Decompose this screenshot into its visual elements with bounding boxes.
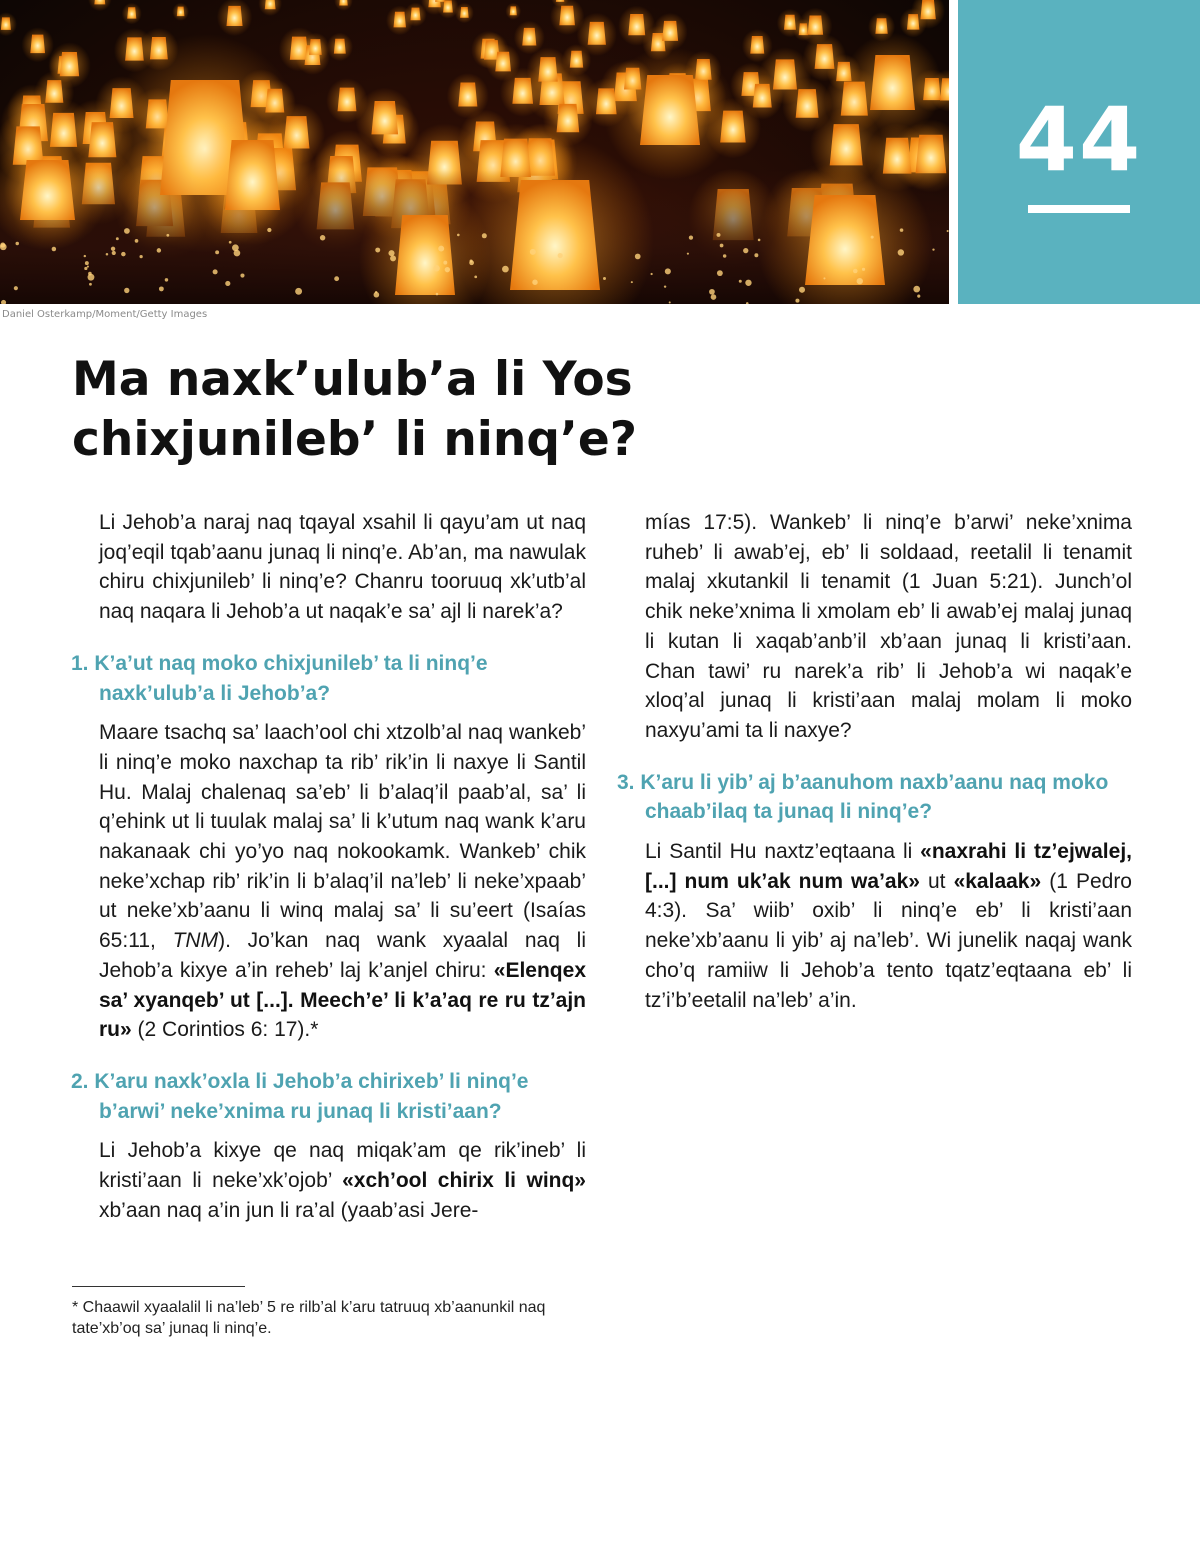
- candle-light: [225, 281, 230, 286]
- candle-light: [443, 261, 447, 265]
- candle-light: [469, 260, 474, 265]
- lantern-shape: [799, 23, 808, 35]
- candle-light: [139, 255, 142, 258]
- candle-light: [651, 273, 653, 275]
- lesson-number-box: [958, 0, 1200, 304]
- q1-text-b: ). Jo’kan naq wank xyaalal naq li Jehob’a kixye a’in reheb’ laj k’anjel chiru:: [99, 929, 586, 982]
- candle-light: [709, 289, 715, 295]
- lantern-shape: [588, 22, 606, 45]
- candle-light: [871, 236, 874, 239]
- candle-light: [720, 244, 724, 248]
- lantern-shape: [556, 0, 564, 2]
- lantern-shape: [226, 6, 242, 26]
- lantern-shape: [522, 28, 536, 46]
- candle-light: [474, 275, 477, 278]
- candle-light: [388, 250, 394, 256]
- candle-light: [689, 236, 693, 240]
- candle-light: [157, 248, 161, 252]
- candle-light: [898, 249, 904, 255]
- candle-light: [135, 239, 139, 243]
- q3-text-mid: ut: [919, 869, 954, 893]
- candle-light: [631, 281, 633, 283]
- candle-light: [240, 273, 244, 277]
- candle-light: [390, 255, 396, 261]
- candle-light: [89, 283, 92, 286]
- lantern-shape: [339, 0, 348, 5]
- lantern-shape: [460, 7, 469, 18]
- q3-text-a: Li Santil Hu naxtz’eqtaana li: [645, 840, 921, 864]
- candle-light: [635, 254, 641, 260]
- q1-text-a: Maare tsachq sa’ laach’ool chi xtzolb’al naq wankeb’ li ninq’e moko naxchap ta rib’ rik’in li naxye li Santil Hu. Malaj chalenaq sa’eb’ li b’alaq’il paab’al, sa’ li q’ehink ut li tuulak malaj sa’ li k’utum naq wank k’aru nakanaak chi yo’yo naq nokookamk. Wankeb’ chik neke’xchap rib’ rik’in li b’alaq’il na’leb’ li neke’xpaab’ ut neke’xb’aanu li winq malaj sa’ li su’eert (Isaías 65:11,: [99, 721, 586, 953]
- lantern-shape: [875, 18, 887, 33]
- lantern-shape: [458, 83, 477, 107]
- right-column: [617, 508, 1132, 1037]
- lantern-shape: [177, 7, 185, 17]
- footnote: * Chaawil xyaalalil li na’leb’ 5 re rilb’al k’aru tatruuq xb’aanunkil naq tate’xb’oq sa’ junaq li ninq’e.: [72, 1299, 546, 1337]
- candle-light: [799, 287, 805, 293]
- candle-light: [711, 294, 717, 300]
- candle-light: [334, 276, 339, 281]
- lesson-number-underline: [1028, 205, 1130, 213]
- lantern-shape: [510, 180, 600, 290]
- candle-light: [374, 292, 380, 298]
- candle-light: [84, 267, 87, 270]
- lantern-shape: [628, 14, 645, 35]
- candle-light: [159, 286, 164, 291]
- lantern-shape: [750, 36, 764, 54]
- lantern-shape: [510, 6, 517, 15]
- lantern-shape: [1, 17, 11, 30]
- lantern-shape: [334, 39, 346, 54]
- candle-light: [754, 253, 758, 257]
- question-1-heading: 1. K’a’ut naq moko chixjunileb’ ta li ninq’e naxk’ulub’a li Jehob’a?: [71, 651, 488, 705]
- lantern-shape: [125, 37, 144, 60]
- candle-light: [215, 250, 219, 254]
- q1-text-c: (2 Corintios 6: 17).*: [131, 1018, 319, 1042]
- candle-light: [603, 277, 606, 280]
- lantern-shape: [916, 135, 947, 173]
- candle-light: [743, 248, 748, 253]
- candle-light: [111, 247, 115, 251]
- candle-light: [124, 228, 130, 234]
- candle-light: [88, 274, 95, 281]
- lantern-shape: [94, 0, 105, 4]
- question-3-answer: [645, 837, 1132, 1015]
- lantern-shape: [60, 52, 79, 76]
- candle-light: [482, 233, 487, 238]
- candle-light: [438, 246, 444, 252]
- candle-light: [664, 285, 666, 287]
- candle-light: [558, 253, 563, 258]
- candle-light: [917, 295, 920, 298]
- q2-text-b-left: xb’aan naq a’in jun li ra’al (yaab’asi Jere-: [99, 1198, 479, 1222]
- candle-light: [320, 235, 325, 240]
- title-line-1: Ma naxk’ulub’a li Yos: [72, 352, 633, 407]
- lantern-shape: [538, 57, 558, 81]
- q2-quote: «xch’ool chirix li winq»: [342, 1169, 586, 1193]
- lantern-shape: [395, 215, 455, 295]
- lantern-shape: [662, 21, 678, 41]
- candle-light: [862, 268, 865, 271]
- candle-light: [758, 239, 761, 242]
- lantern-shape: [394, 12, 406, 28]
- candle-light: [112, 251, 116, 255]
- candle-light: [532, 280, 537, 285]
- lantern-shape: [495, 52, 511, 72]
- candle-light: [229, 241, 232, 244]
- candle-light: [502, 266, 509, 273]
- lantern-shape: [805, 195, 885, 285]
- lantern-shape: [640, 75, 700, 145]
- lantern-shape: [309, 39, 322, 55]
- lantern-shape: [410, 8, 420, 21]
- lantern-shape: [870, 55, 915, 110]
- lantern-shape: [225, 140, 280, 210]
- candle-light: [116, 237, 119, 240]
- page-title: [72, 350, 832, 470]
- candle-light: [669, 301, 671, 303]
- candle-light: [665, 268, 671, 274]
- candle-light: [433, 265, 439, 271]
- lantern-shape: [570, 51, 583, 68]
- candle-light: [124, 288, 129, 293]
- candle-light: [121, 252, 126, 257]
- candle-light: [900, 228, 904, 232]
- candle-light: [717, 270, 723, 276]
- candle-light: [295, 288, 302, 295]
- lantern-shape: [907, 14, 919, 30]
- intro-paragraph: Li Jehob’a naraj naq tqayal xsahil li qayu’am ut naq joq’eqil tqab’aanu junaq li ninq’e. Ab’an, ma nawulak chiru chixjunileb’ li ninq’e? Chanru tooruuq xk’utb’al naq naqara li Jehob’a ut naqak’e sa’ ajl li narek’a?: [99, 511, 586, 624]
- title-line-2: chixjunileb’ li ninq’e?: [72, 412, 637, 467]
- lantern-shape: [371, 101, 398, 134]
- q1-translation-abbrev: TNM: [172, 929, 219, 953]
- q3-text-b: (1 Pedro 4:3). Sa’ wiib’ oxib’ li ninq’e eb’ li kristi’aan neke’xb’aanu li yib’ aj na’leb’. Wi junelik naqaj wank cho’q ramiiw li Jehob’a tento tqatz’eqtaana eb’ li tz’i’b’eetalil na’leb’ a’in.: [645, 869, 1132, 1012]
- candle-light: [87, 266, 89, 268]
- candle-light: [530, 249, 536, 255]
- candle-light: [166, 234, 169, 237]
- lesson-number: 44: [1015, 88, 1143, 191]
- candle-light: [213, 269, 218, 274]
- candle-light: [85, 261, 89, 265]
- question-2-answer: [99, 1136, 586, 1225]
- candle-light: [457, 234, 460, 237]
- candle-light: [947, 230, 949, 232]
- question-3-heading: 3. K’aru li yib’ aj b’aanuhom naxb’aanu naq moko chaab’ilaq ta junaq li ninq’e?: [617, 770, 1109, 824]
- lantern-illustration: [0, 0, 949, 304]
- lantern-shape: [435, 0, 444, 2]
- photo-credit: Daniel Osterkamp/Moment/Getty Images: [2, 309, 208, 320]
- q3-quote-1: «naxrahi li tz’ejwalej, [...] num uk’ak num wa’ak»: [645, 840, 1132, 893]
- hero-photo: [0, 0, 949, 304]
- candle-light: [853, 269, 858, 274]
- candle-light: [445, 267, 450, 272]
- candle-light: [723, 254, 726, 257]
- candle-light: [84, 255, 86, 257]
- footnote-divider: [72, 1286, 245, 1287]
- candle-light: [106, 253, 109, 256]
- candle-light: [0, 243, 7, 250]
- question-1-answer: [99, 718, 586, 1045]
- left-column: [71, 508, 586, 1247]
- candle-light: [823, 277, 825, 279]
- candle-light: [234, 250, 241, 257]
- q3-quote-2: «kalaak»: [953, 869, 1042, 893]
- candle-light: [14, 286, 18, 290]
- lantern-shape: [127, 7, 136, 18]
- question-2-answer-continued: mías 17:5). Wankeb’ li ninq’e b’arwi’ neke’xnima ruheb’ li awab’ej, eb’ li soldaad, reetalil li tenamit malaj xkutankil li tenamit (1 Juan 5:21). Junch’ol chik neke’xnima li xmolam eb’ li awab’ej malaj junaq li kutan li xaqab’anb’il xb’aan junaq li kristi’aan. Chan tawi’ ru narek’a rib’ li Jehob’a wi naqak’e xloq’al junaq li kristi’aan malaj molam li moko naxyu’ami ta li naxye?: [645, 511, 1132, 742]
- candle-light: [739, 280, 742, 283]
- candle-light: [857, 278, 863, 284]
- candle-light: [745, 280, 751, 286]
- lantern-shape: [30, 35, 45, 53]
- lantern-shape: [265, 0, 276, 9]
- lantern-shape: [559, 6, 575, 25]
- candle-light: [932, 248, 934, 250]
- candle-light: [375, 248, 380, 253]
- question-2-heading: 2. K’aru naxk’oxla li Jehob’a chirixeb’ li ninq’e b’arwi’ neke’xnima ru junaq li kristi’aan?: [71, 1069, 529, 1123]
- candle-light: [436, 293, 439, 296]
- q2-text-a: Li Jehob’a kixye qe naq miqak’am qe rik’ineb’ li kristi’aan li neke’xk’ojob’: [99, 1139, 586, 1193]
- candle-light: [687, 253, 689, 255]
- lantern-shape: [20, 160, 75, 220]
- lantern-shape: [338, 88, 357, 112]
- candle-light: [913, 286, 920, 293]
- lantern-shape: [557, 104, 580, 132]
- candle-light: [165, 278, 168, 281]
- candle-light: [267, 228, 271, 232]
- candle-light: [16, 242, 19, 245]
- candle-light: [795, 299, 799, 303]
- q1-quote: «Elenqex sa’ xyanqeb’ ut [...]. Meech’e’ li k’a’aq re ru tz’ajn ru»: [99, 958, 586, 1042]
- candle-light: [717, 233, 721, 237]
- lantern-shape: [773, 59, 797, 89]
- candle-light: [52, 247, 56, 251]
